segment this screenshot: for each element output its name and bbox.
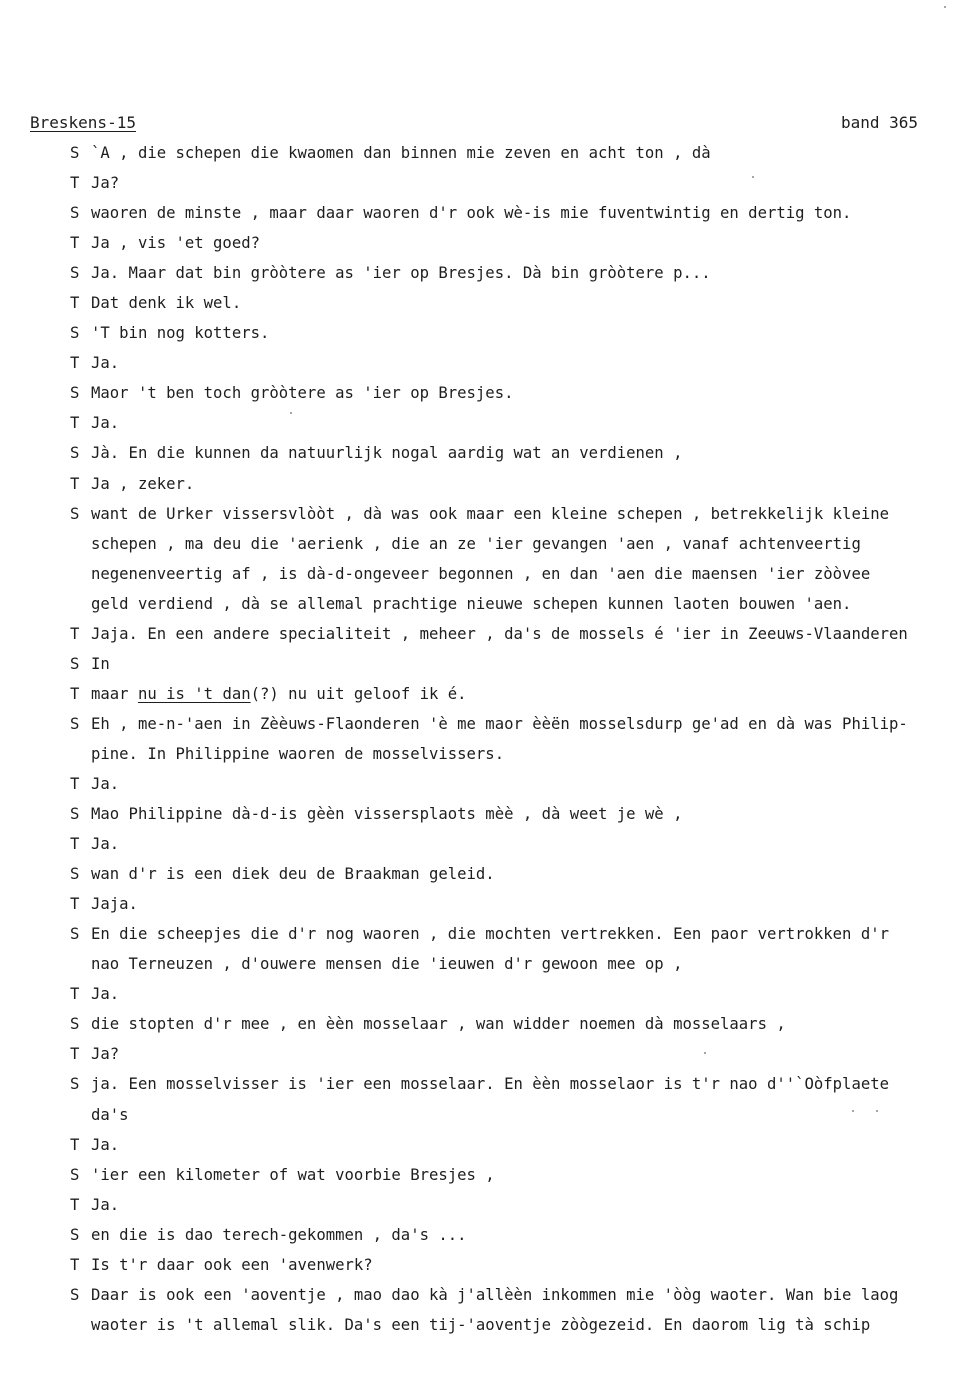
transcript-line xyxy=(70,499,970,529)
transcript-line xyxy=(70,469,970,499)
speaker-label: T xyxy=(70,174,80,193)
utterance-text: Ja. Maar dat bin gròòtere as 'ier op Bresjes. Dà bin gròòtere p... xyxy=(91,264,711,283)
transcript-line xyxy=(70,919,970,949)
utterance-text: Jaja. En een andere specialiteit , meheer , da's de mossels é 'ier in Zeeuws-Vlaanderen xyxy=(91,624,908,643)
scan-speck xyxy=(752,176,754,178)
transcript-line xyxy=(70,739,970,769)
utterance-text: Maor 't ben toch gròòtere as 'ier op Bresjes. xyxy=(91,384,514,403)
utterance-text: Ja. xyxy=(91,414,120,433)
transcript xyxy=(70,138,970,1340)
transcript-line xyxy=(70,288,970,318)
speaker-label: S xyxy=(70,204,80,223)
utterance-text: 'ier een kilometer of wat voorbie Bresjes , xyxy=(91,1165,495,1184)
utterance-text: maar xyxy=(91,684,138,703)
speaker-label: T xyxy=(70,234,80,253)
transcript-line xyxy=(70,1069,970,1099)
speaker-label: S xyxy=(70,654,80,673)
transcript-line xyxy=(70,619,970,649)
speaker-label: S xyxy=(70,865,80,884)
utterance-text: Ja. xyxy=(91,1195,120,1214)
utterance-text: wan d'r is een diek deu de Braakman geleid. xyxy=(91,865,495,884)
utterance-text: Ja. xyxy=(91,985,120,1004)
speaker-label: S xyxy=(70,1165,80,1184)
utterance-text: da's xyxy=(91,1105,129,1124)
transcript-line xyxy=(70,859,970,889)
transcript-line xyxy=(70,258,970,288)
transcript-line xyxy=(70,1130,970,1160)
speaker-label: T xyxy=(70,895,80,914)
utterance-text: Ja. xyxy=(91,835,120,854)
speaker-label: T xyxy=(70,1045,80,1064)
speaker-label: S xyxy=(70,324,80,343)
speaker-label: T xyxy=(70,474,80,493)
utterance-text: 'T bin nog kotters. xyxy=(91,324,270,343)
speaker-label: T xyxy=(70,1135,80,1154)
utterance-text: Ja. xyxy=(91,774,120,793)
transcript-line xyxy=(70,1220,970,1250)
transcript-line xyxy=(70,799,970,829)
utterance-text: Mao Philippine dà-d-is gèèn vissersplaots mèè , dà weet je wè , xyxy=(91,805,683,824)
transcript-line xyxy=(70,1280,970,1310)
speaker-label: T xyxy=(70,354,80,373)
utterance-text: Daar is ook een 'aoventje , mao dao kà j'allèèn inkommen mie 'òòg waoter. Wan bie laog xyxy=(91,1285,899,1304)
transcript-line xyxy=(70,589,970,619)
utterance-text: ja. Een mosselvisser is 'ier een mosselaar. En èèn mosselaor is t'r nao d''`Oòfplaete xyxy=(91,1075,889,1094)
speaker-label: S xyxy=(70,144,80,162)
scan-speck xyxy=(704,1052,706,1054)
transcript-line xyxy=(70,889,970,919)
transcript-line xyxy=(70,438,970,468)
transcript-line xyxy=(70,1039,970,1069)
speaker-label: S xyxy=(70,384,80,403)
speaker-label: S xyxy=(70,264,80,283)
transcript-line xyxy=(70,709,970,739)
scan-speck xyxy=(290,412,292,414)
transcript-line xyxy=(70,318,970,348)
speaker-label: S xyxy=(70,1015,80,1034)
transcript-line xyxy=(70,1190,970,1220)
utterance-text-continued: (?) nu uit geloof ik é. xyxy=(250,684,467,703)
transcript-line xyxy=(70,979,970,1009)
transcript-line xyxy=(70,1100,970,1130)
speaker-label: T xyxy=(70,294,80,313)
speaker-label: S xyxy=(70,1225,80,1244)
speaker-label: T xyxy=(70,1255,80,1274)
scan-speck xyxy=(944,6,946,8)
utterance-text: geld verdiend , dà se allemal prachtige nieuwe schepen kunnen laoten bouwen 'aen. xyxy=(91,594,852,613)
utterance-text: nao Terneuzen , d'ouwere mensen die 'ieuwen d'r gewoon mee op , xyxy=(91,955,683,974)
transcript-line xyxy=(70,649,970,679)
band-number: band 365 xyxy=(840,113,918,132)
transcript-line xyxy=(70,348,970,378)
utterance-text: Is t'r daar ook een 'avenwerk? xyxy=(91,1255,373,1274)
transcript-line xyxy=(70,1009,970,1039)
transcript-line xyxy=(70,228,970,258)
utterance-text: waoter is 't allemal slik. Da's een tij-'aoventje zòògezeid. En daorom lig tà schip xyxy=(91,1315,871,1334)
utterance-text: negenenveertig af , is dà-d-ongeveer begonnen , en dan 'aen die maensen 'ier zòòvee xyxy=(91,564,871,583)
speaker-label: S xyxy=(70,444,80,463)
utterance-text: Ja? xyxy=(91,1045,120,1064)
utterance-text: waoren de minste , maar daar waoren d'r ook wè-is mie fuventwintig en dertig ton. xyxy=(91,204,852,223)
transcript-line xyxy=(70,408,970,438)
utterance-text: Ja. xyxy=(91,1135,120,1154)
transcript-line xyxy=(70,378,970,408)
transcript-line xyxy=(70,529,970,559)
utterance-text: schepen , ma deu die 'aerienk , die an ze 'ier gevangen 'aen , vanaf achtenveertig xyxy=(91,534,861,553)
utterance-text: Jaja. xyxy=(91,895,138,914)
speaker-label: S xyxy=(70,504,80,523)
transcript-line xyxy=(70,769,970,799)
utterance-text: en die is dao terech-gekommen , da's ... xyxy=(91,1225,467,1244)
scan-speck xyxy=(876,1110,878,1112)
utterance-text: die stopten d'r mee , en èèn mosselaar , wan widder noemen dà mosselaars , xyxy=(91,1015,786,1034)
document-title: Breskens-15 xyxy=(30,113,136,132)
speaker-label: S xyxy=(70,714,80,733)
utterance-text: Jà. En die kunnen da natuurlijk nogal aardig wat an verdienen , xyxy=(91,444,683,463)
speaker-label: S xyxy=(70,925,80,944)
utterance-text: Ja , zeker. xyxy=(91,474,195,493)
utterance-text: In xyxy=(91,654,110,673)
speaker-label: S xyxy=(70,1075,80,1094)
speaker-label: T xyxy=(70,624,80,643)
transcript-line xyxy=(70,138,970,168)
utterance-text: pine. In Philippine waoren de mosselvissers. xyxy=(91,744,505,763)
scan-speck xyxy=(852,1110,854,1112)
transcript-line xyxy=(70,1160,970,1190)
underlined-text: nu is 't dan xyxy=(137,684,251,703)
utterance-text: want de Urker vissersvlòòt , dà was ook maar een kleine schepen , betrekkelijk kleine xyxy=(91,504,889,523)
utterance-text: Ja , vis 'et goed? xyxy=(91,234,260,253)
utterance-text: Ja. xyxy=(91,354,120,373)
transcript-line xyxy=(70,1250,970,1280)
speaker-label: T xyxy=(70,774,80,793)
utterance-text: Ja? xyxy=(91,174,120,193)
utterance-text: Dat denk ik wel. xyxy=(91,294,242,313)
transcript-line xyxy=(70,168,970,198)
speaker-label: T xyxy=(70,835,80,854)
transcript-line xyxy=(70,829,970,859)
transcript-line xyxy=(70,679,970,709)
speaker-label: T xyxy=(70,985,80,1004)
utterance-text: En die scheepjes die d'r nog waoren , die mochten vertrekken. Een paor vertrokken d'r xyxy=(91,925,889,944)
page-header xyxy=(30,110,918,136)
speaker-label: T xyxy=(70,684,80,703)
speaker-label: S xyxy=(70,1285,80,1304)
utterance-text: `A , die schepen die kwaomen dan binnen mie zeven en acht ton , dà xyxy=(91,144,711,162)
speaker-label: T xyxy=(70,414,80,433)
transcript-line xyxy=(70,949,970,979)
speaker-label: S xyxy=(70,805,80,824)
transcript-line xyxy=(70,1310,970,1340)
transcript-line xyxy=(70,198,970,228)
utterance-text: Eh , me-n-'aen in Zèèuws-Flaonderen 'è me maor èèën mosselsdurp ge'ad en dà was Philip- xyxy=(91,714,908,733)
transcript-line xyxy=(70,559,970,589)
speaker-label: T xyxy=(70,1195,80,1214)
